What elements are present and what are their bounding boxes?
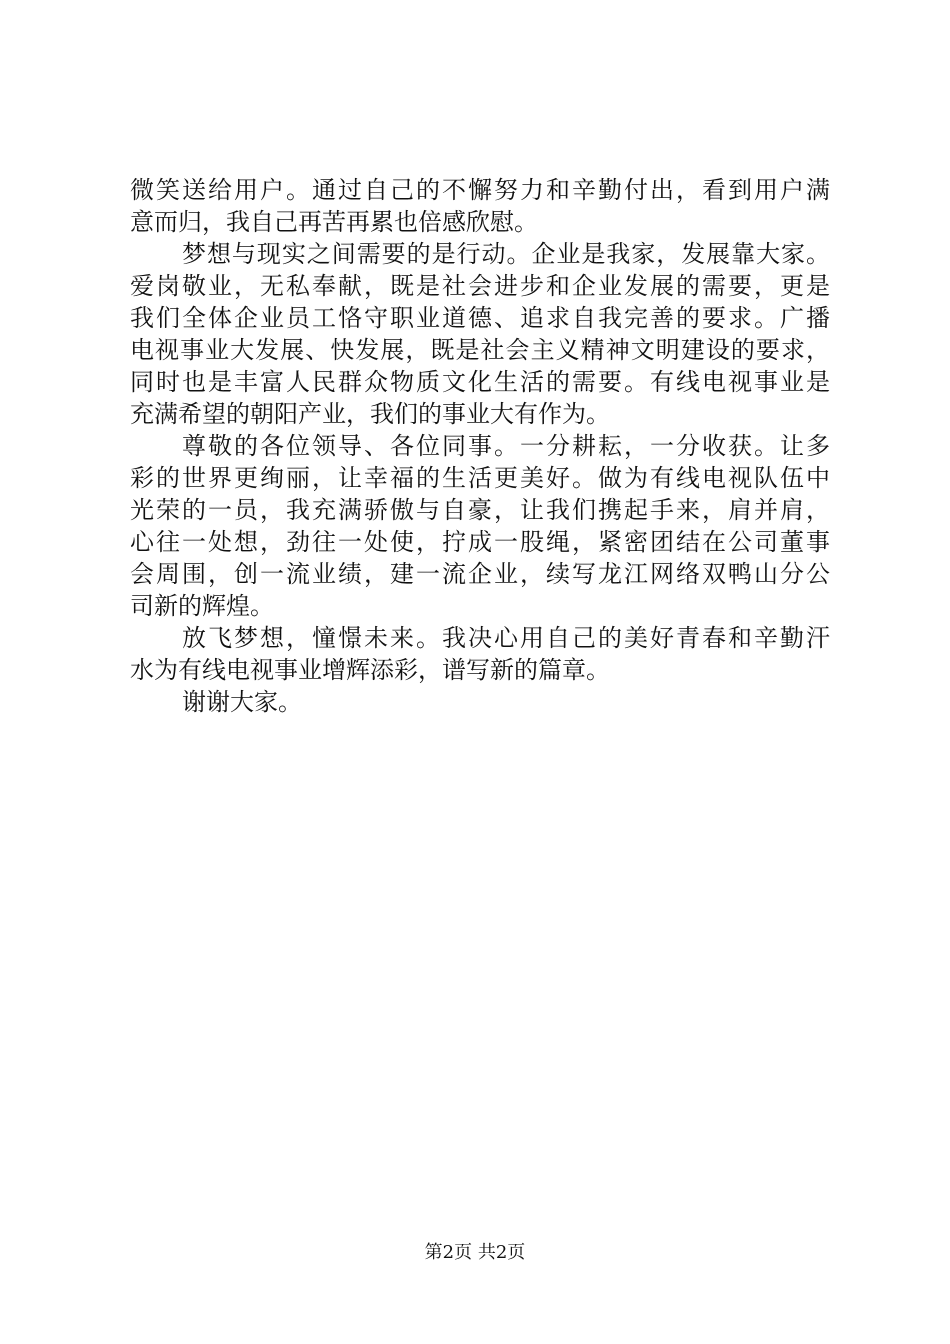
paragraph-first-line: 梦想与现实之间需要的是行动。企业是我家，发展靠大家。 xyxy=(182,240,830,268)
text-line: 会周围，创一流业绩，建一流企业，续写龙江网络双鸭山分公 xyxy=(130,560,830,588)
text-line: 爱岗敬业，无私奉献，既是社会进步和企业发展的需要，更是 xyxy=(130,272,830,300)
text-line: 水为有线电视事业增辉添彩，谱写新的篇章。 xyxy=(130,656,610,684)
text-line: 光荣的一员，我充满骄傲与自豪，让我们携起手来，肩并肩， xyxy=(130,496,830,524)
text-line: 电视事业大发展、快发展，既是社会主义精神文明建设的要求， xyxy=(130,336,830,364)
text-line: 意而归，我自己再苦再累也倍感欣慰。 xyxy=(130,208,538,236)
closing-line: 谢谢大家。 xyxy=(182,688,302,716)
page-number-footer: 第2页 共2页 xyxy=(424,1242,526,1263)
text-line: 心往一处想，劲往一处使，拧成一股绳，紧密团结在公司董事 xyxy=(130,528,830,556)
text-line: 同时也是丰富人民群众物质文化生活的需要。有线电视事业是 xyxy=(130,368,830,396)
text-line: 微笑送给用户。通过自己的不懈努力和辛勤付出，看到用户满 xyxy=(130,176,830,204)
text-line: 彩的世界更绚丽，让幸福的生活更美好。做为有线电视队伍中 xyxy=(130,464,830,492)
text-line: 充满希望的朝阳产业，我们的事业大有作为。 xyxy=(130,400,610,428)
text-line: 我们全体企业员工恪守职业道德、追求自我完善的要求。广播 xyxy=(130,304,830,332)
paragraph-first-line: 尊敬的各位领导、各位同事。一分耕耘，一分收获。让多 xyxy=(182,432,830,460)
text-line: 司新的辉煌。 xyxy=(130,592,274,620)
paragraph-first-line: 放飞梦想，憧憬未来。我决心用自己的美好青春和辛勤汗 xyxy=(182,624,830,652)
